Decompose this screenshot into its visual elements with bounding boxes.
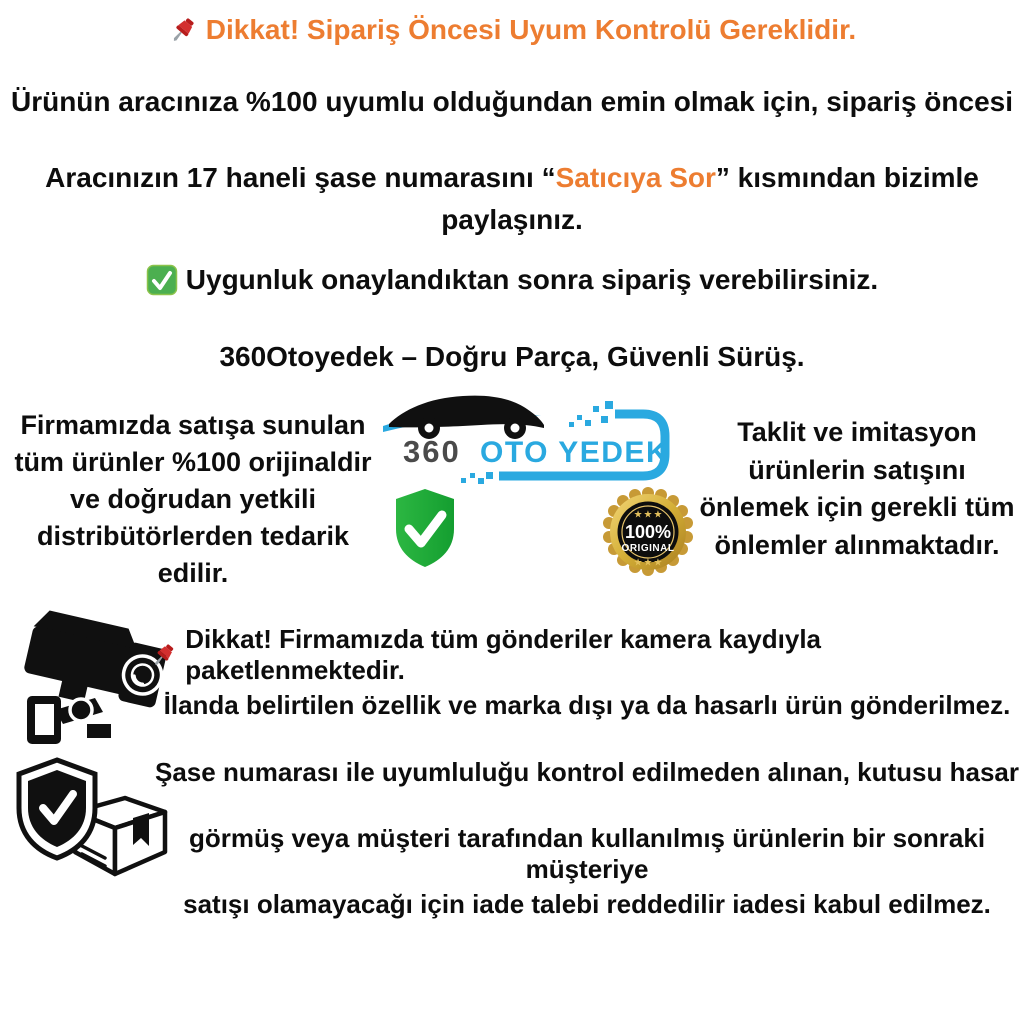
pushpin-icon <box>150 641 177 669</box>
approval-note-text: Uygunluk onaylandıktan sonra sipariş verebilirsiniz. <box>185 264 879 295</box>
pushpin-icon <box>168 15 198 45</box>
return-policy-line-3: satışı olamayacağı için iade talebi reddedilir iadesi kabul edilmez. <box>183 889 991 919</box>
page-title-text: Dikkat! Sipariş Öncesi Uyum Kontrolü Gereklidir. <box>205 14 857 45</box>
compatibility-note: Ürünün aracınıza %100 uyumlu olduğundan emin olmak için, sipariş öncesi <box>10 86 1013 117</box>
shield-package-icon <box>5 754 170 882</box>
return-policy-line-1: Şase numarası ile uyumluluğu kontrol edilmeden alınan, kutusu hasar <box>155 757 1019 787</box>
vin-instruction-line1 <box>0 157 1024 199</box>
ask-seller-highlight: Satıcıya Sor <box>555 162 716 193</box>
anti-counterfeit-note: Taklit ve imitasyon ürünlerin satışını önlemek için gerekli tüm önlemler alınmaktadır. <box>699 417 1015 560</box>
page-title <box>0 14 1024 46</box>
car-silhouette-icon <box>389 396 544 439</box>
brand-logo <box>383 390 690 486</box>
vin-text-pre: Aracınızın 17 haneli şase numarasını “ <box>45 162 556 193</box>
logo-name: OTO YEDEK <box>480 436 670 469</box>
vin-instruction-line2: paylaşınız. <box>441 204 583 235</box>
badge-percent: 100% <box>624 522 672 542</box>
logo-number: 360 <box>403 434 461 469</box>
green-shield-check-icon <box>392 487 458 569</box>
brand-logo-graphic <box>383 390 690 486</box>
badge-stars-top: ★ ★ ★ <box>634 509 662 519</box>
camera-record-note <box>150 624 1024 686</box>
check-box-icon <box>146 264 178 296</box>
original-badge <box>603 487 693 577</box>
badge-word: ORIGINAL <box>621 543 675 554</box>
vin-instruction <box>0 157 1024 241</box>
original-products-note: Firmamızda satışa sunulan tüm ürünler %100 orijinaldir ve doğrudan yetkili distribütörlerden tedarik edilir. <box>14 410 372 588</box>
brand-slogan: 360Otoyedek – Doğru Parça, Güvenli Sürüş. <box>219 341 805 372</box>
approval-note <box>0 264 1024 296</box>
vin-text-post: ” kısmından bizimle <box>715 162 979 193</box>
camera-record-note-text: Dikkat! Firmamızda tüm gönderiler kamera kaydıyla paketlenmektedir. <box>185 624 822 685</box>
no-wrong-item-note: İlanda belirtilen özellik ve marka dışı ya da hasarlı ürün gönderilmez. <box>163 690 1011 720</box>
return-policy-line-2: görmüş veya müşteri tarafından kullanılmış ürünlerin bir sonraki müşteriye <box>188 823 986 884</box>
badge-stars-bottom: ★ ★ ★ <box>634 557 662 567</box>
